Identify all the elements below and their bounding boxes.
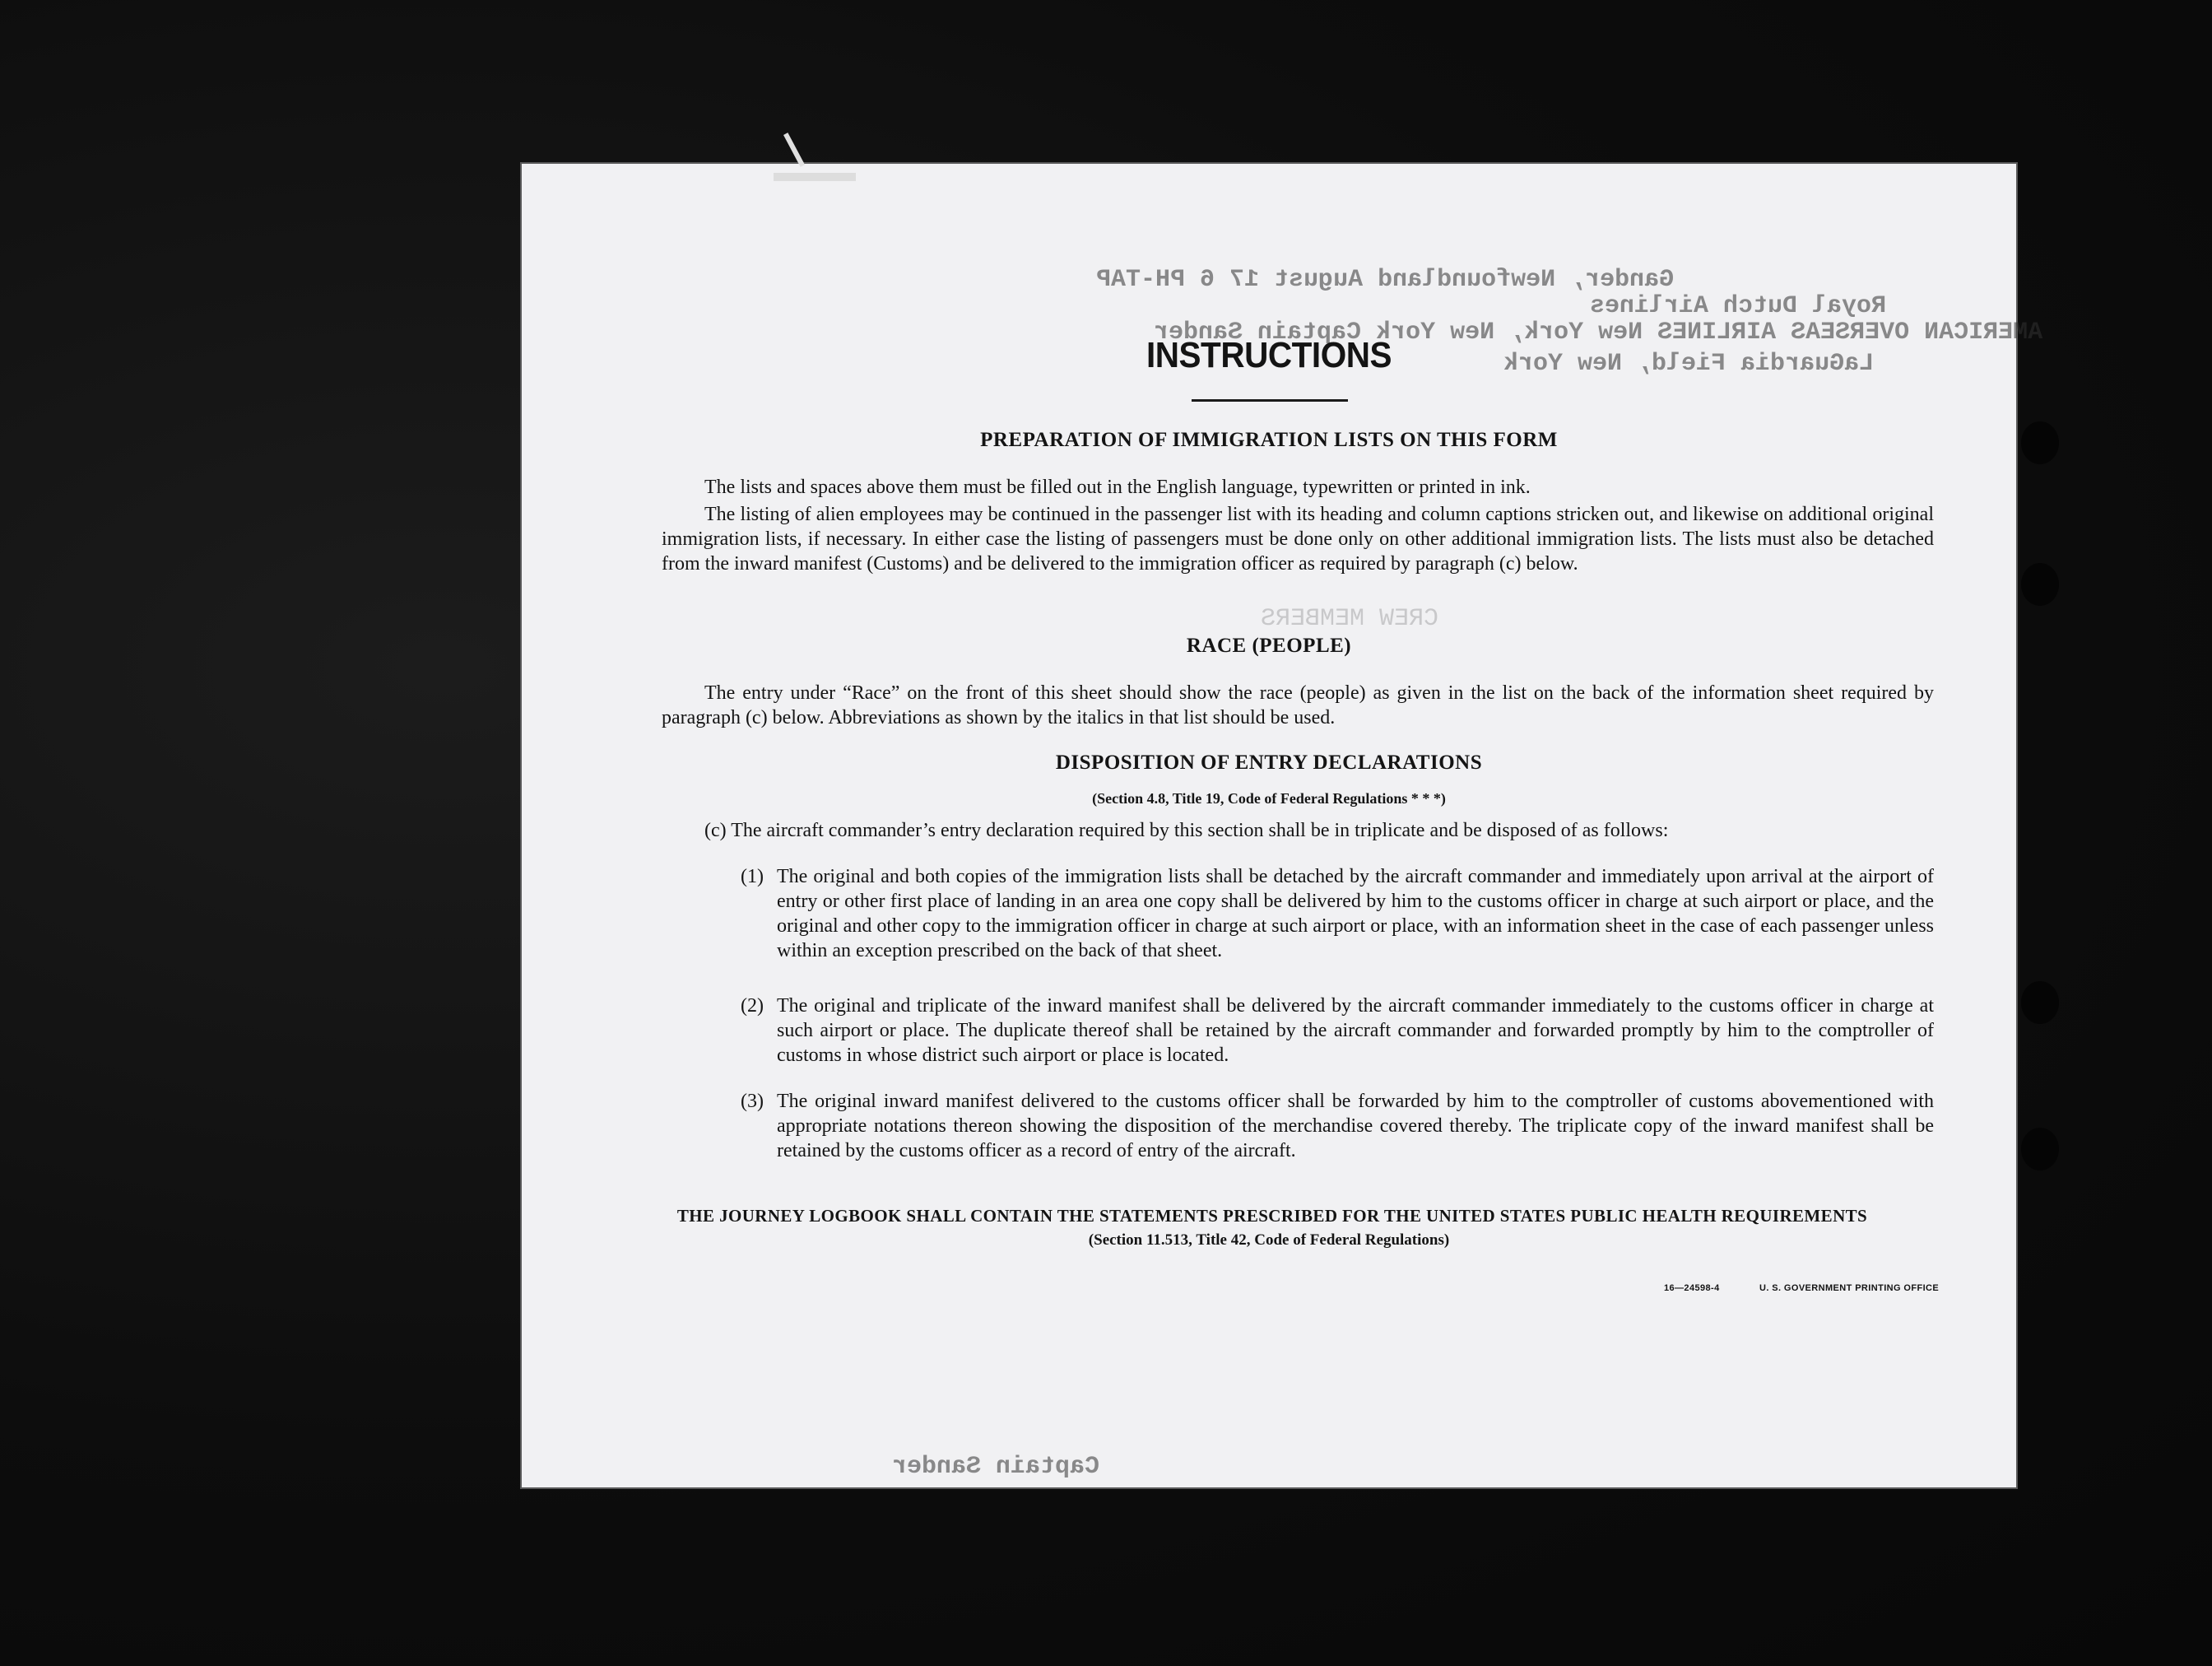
section-heading-race: RACE (PEOPLE) — [1186, 635, 1352, 657]
bleed-through-line-f: Captain Sander — [892, 1453, 1100, 1481]
printer-imprint: U. S. GOVERNMENT PRINTING OFFICE — [1759, 1283, 1940, 1293]
bleed-through-line-e: CREW MEMBERS — [1261, 605, 1439, 633]
bleed-through-line-b: Royal Dutch Airlines — [1590, 292, 1887, 320]
list-item-number: (3) — [741, 1091, 764, 1112]
section-heading-preparation: PREPARATION OF IMMIGRATION LISTS ON THIS FORM — [980, 429, 1558, 451]
list-item-text: The original and both copies of the immigration lists shall be detached by the aircraft commander and immediately upon arrival at the airport of entry or other first place of landing in an area one copy shall be delivered by him to the customs officer in charge at such airport or place, and the original and other copy to the immigration officer in charge at such airport or place, with an information sheet in the case of each passenger unless within an exception prescribed on the back of that sheet. — [777, 866, 1934, 961]
list-item-text: The original inward manifest delivered to the customs officer shall be forwarded by him to the comptroller of customs abovementioned with appropriate notations thereon showing the disposition of the merchandise covered thereby. The triplicate copy of the inward manifest shall be retained by the customs officer as a record of entry of the aircraft. — [777, 1091, 1934, 1161]
punch-hole — [2021, 563, 2059, 606]
paragraph-language: The lists and spaces above them must be filled out in the English language, typewritten or printed in ink. — [704, 477, 1531, 498]
document-sheet — [520, 162, 2043, 1489]
paragraph-disposition-intro: (c) The aircraft commander’s entry declaration required by this section shall be in triplicate and be disposed of as follows: — [704, 820, 1669, 841]
paragraph-alien-employees: The listing of alien employees may be continued in the passenger list with its heading and column captions stricken out, and likewise on additional original immigration lists, if necessary. In either case the listing of passengers must be done only on other additional immigration lists. The lists must also be detached from the inward manifest (Customs) and be delivered to the immigration officer as required by paragraph (c) below. — [662, 504, 1934, 575]
printer-code: 16—24598-4 — [1664, 1283, 1720, 1293]
list-item-disposition-3 — [741, 1089, 1934, 1163]
punch-hole — [2021, 421, 2059, 464]
list-item-disposition-2 — [741, 994, 1934, 1068]
punch-hole — [2021, 1128, 2059, 1170]
list-item-text: The original and triplicate of the inward manifest shall be delivered by the aircraft commander immediately to the customs officer in charge at such airport or place. The duplicate thereof shall be retained by the aircraft commander and forwarded promptly by him to the comptroller of customs in whose district such airport or place is located. — [777, 995, 1934, 1066]
footer-regulation-citation: (Section 11.513, Title 42, Code of Federal Regulations) — [1088, 1231, 1450, 1249]
list-item-disposition-1 — [741, 864, 1934, 963]
paragraph-race: The entry under “Race” on the front of this sheet should show the race (people) as given in the list on the back of the information sheet required by paragraph (c) below. Abbreviations as shown by the italics in that list should be used. — [662, 682, 1934, 728]
bleed-through-line-a: Gander, Newfoundland August 17 6 PH-TAP — [1096, 266, 1675, 294]
footer-public-health-statement: THE JOURNEY LOGBOOK SHALL CONTAIN THE STATEMENTS PRESCRIBED FOR THE UNITED STATES PUBLIC HEALTH REQUIREMENTS — [676, 1206, 1868, 1226]
punch-hole — [2021, 981, 2059, 1024]
bleed-through-line-d: LaGuardia Field, New York — [1503, 350, 1875, 378]
page-title: INSTRUCTIONS — [1146, 335, 1392, 375]
bleed-through-line-c: AMERICAN OVERSEAS AIRLINES New York, New York Captain Sander — [1154, 319, 2043, 347]
section-heading-disposition: DISPOSITION OF ENTRY DECLARATIONS — [1055, 752, 1483, 774]
section-subheading-regulation: (Section 4.8, Title 19, Code of Federal Regulations * * *) — [1092, 790, 1446, 807]
title-underline — [1192, 399, 1348, 402]
list-item-number: (1) — [741, 866, 764, 887]
list-item-number: (2) — [741, 995, 764, 1017]
torn-corner-mark — [774, 173, 856, 181]
